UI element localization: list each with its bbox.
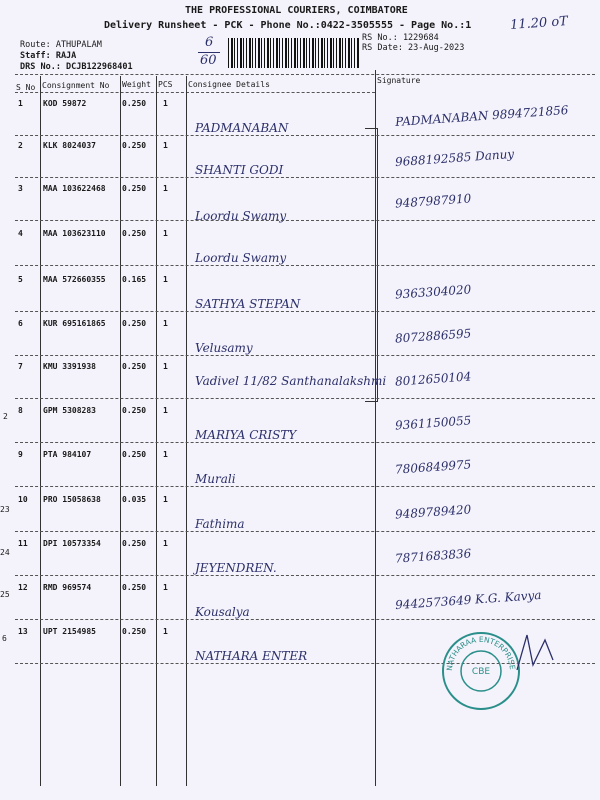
row-signature: 8012650104 (394, 369, 472, 389)
row-pcs: 1 (163, 495, 168, 504)
row-consignee-name: Kousalya (195, 605, 250, 619)
row-pcs: 1 (163, 275, 168, 284)
row-signature: PADMANABAN 9894721856 (394, 102, 569, 130)
row-consignment: KOD 59872 (43, 99, 87, 108)
row-sno: 7 (18, 362, 23, 371)
col-divider (40, 76, 41, 786)
svg-text:CBE: CBE (471, 667, 491, 677)
margin-number: 6 (2, 634, 7, 643)
row-divider (15, 311, 595, 312)
drs-number: DRS No.: DCJB122968401 (20, 62, 133, 72)
row-divider (15, 442, 595, 443)
row-weight: 0.250 (122, 362, 147, 371)
row-weight: 0.250 (122, 319, 147, 328)
barcode (228, 38, 360, 68)
row-signature: 9487987910 (394, 191, 472, 211)
row-consignment: PTA 984107 (43, 450, 92, 459)
row-consignee-name: Loordu Swamy (195, 209, 287, 223)
row-consignee-name: Vadivel 11/82 Santhanalakshmi (195, 374, 387, 388)
row-weight: 0.250 (122, 450, 147, 459)
row-sno: 5 (18, 275, 23, 284)
company-name: THE PROFESSIONAL COURIERS, COIMBATORE (185, 5, 408, 16)
row-signature: 9688192585 Danuy (394, 146, 515, 170)
row-weight: 0.250 (122, 99, 147, 108)
row-weight: 0.250 (122, 539, 147, 548)
row-consignee-name: SATHYA STEPAN (195, 297, 301, 311)
staff-label: Staff: RAJA (20, 51, 77, 61)
margin-number: 24 (0, 548, 10, 557)
row-sno: 13 (18, 627, 28, 636)
row-consignment: DPI 10573354 (43, 539, 101, 548)
row-pcs: 1 (163, 99, 168, 108)
row-weight: 0.250 (122, 184, 147, 193)
row-consignment: UPT 2154985 (43, 627, 96, 636)
route-label: Route: ATHUPALAM (20, 40, 102, 50)
row-weight: 0.165 (122, 275, 147, 284)
row-signature: 8072886595 (394, 326, 472, 346)
row-divider (15, 531, 595, 532)
row-sno: 6 (18, 319, 23, 328)
row-divider (15, 135, 595, 136)
margin-number: 2 (3, 412, 8, 421)
row-pcs: 1 (163, 362, 168, 371)
header-top-rule (15, 74, 595, 75)
row-consignment: GPM 5308283 (43, 406, 96, 415)
col-signature: Signature (377, 76, 421, 85)
row-signature: 7871683836 (394, 546, 472, 566)
row-divider (15, 177, 595, 178)
row-sno: 2 (18, 141, 23, 150)
row-consignee-name: Fathima (195, 517, 245, 531)
col-divider (120, 76, 121, 786)
row-divider (15, 355, 595, 356)
row-consignment: MAA 572660355 (43, 275, 106, 284)
row-consignee-name: Velusamy (195, 341, 253, 355)
row-consignee-name: JEYENDREN. (195, 561, 277, 575)
row-consignee-name: PADMANABAN (195, 121, 289, 135)
row-consignment: MAA 103623110 (43, 229, 106, 238)
row-pcs: 1 (163, 539, 168, 548)
row-consignment: KMU 3391938 (43, 362, 96, 371)
row-pcs: 1 (163, 450, 168, 459)
row-pcs: 1 (163, 229, 168, 238)
row-weight: 0.250 (122, 627, 147, 636)
row-divider (15, 619, 595, 620)
row-weight: 0.250 (122, 583, 147, 592)
row-sno: 8 (18, 406, 23, 415)
row-consignment: KUR 695161865 (43, 319, 106, 328)
row-consignment: KLK 8024037 (43, 141, 96, 150)
col-consignment: Consignment No (42, 81, 110, 90)
row-signature: 7806849975 (394, 457, 472, 477)
row-consignee-name: Loordu Swamy (195, 251, 287, 265)
row-pcs: 1 (163, 184, 168, 193)
handwritten-time: 11.20 oT (509, 14, 569, 33)
col-weight: Weight (122, 80, 151, 89)
rs-date: RS Date: 23-Aug-2023 (362, 43, 465, 53)
col-sno: S No (16, 83, 36, 92)
row-sno: 1 (18, 99, 23, 108)
row-divider (15, 265, 595, 266)
row-consignment: MAA 103622468 (43, 184, 106, 193)
runsheet-subtitle: Delivery Runsheet - PCK - Phone No.:0422-3505555 - Page No.:1 (104, 20, 472, 31)
signature-scribble (515, 630, 555, 690)
row-consignee-name: NATHARA ENTER (195, 649, 308, 663)
svg-text:NATHARAA ENTERPRISES: NATHARAA ENTERPRISE (444, 634, 518, 672)
row-weight: 0.250 (122, 406, 147, 415)
header-bottom-rule (15, 92, 375, 93)
row-signature: 9361150055 (394, 413, 472, 433)
col-divider (156, 76, 157, 786)
handwritten-count-top: 6 (205, 35, 214, 50)
row-consignment: PRO 15058638 (43, 495, 101, 504)
row-pcs: 1 (163, 406, 168, 415)
row-signature: 9363304020 (394, 282, 472, 302)
company-stamp (440, 630, 522, 712)
col-pcs: PCS (158, 80, 173, 89)
row-divider (15, 220, 595, 221)
col-consignee: Consignee Details (188, 80, 270, 89)
row-sno: 12 (18, 583, 28, 592)
row-sno: 11 (18, 539, 28, 548)
row-signature: 9442573649 K.G. Kavya (394, 587, 542, 613)
row-signature: 9489789420 (394, 502, 472, 522)
row-sno: 4 (18, 229, 23, 238)
rs-number: RS No.: 1229684 (362, 33, 439, 43)
row-weight: 0.250 (122, 229, 147, 238)
margin-number: 25 (0, 590, 10, 599)
col-divider (186, 76, 187, 786)
row-pcs: 1 (163, 319, 168, 328)
row-sno: 9 (18, 450, 23, 459)
row-divider (15, 486, 595, 487)
row-sno: 10 (18, 495, 28, 504)
row-pcs: 1 (163, 627, 168, 636)
row-pcs: 1 (163, 583, 168, 592)
row-weight: 0.250 (122, 141, 147, 150)
row-divider (15, 398, 595, 399)
row-consignee-name: MARIYA CRISTY (195, 428, 297, 442)
row-consignment: RMD 969574 (43, 583, 92, 592)
row-consignee-name: Murali (195, 472, 236, 486)
margin-number: 23 (0, 505, 10, 514)
row-pcs: 1 (163, 141, 168, 150)
row-weight: 0.035 (122, 495, 147, 504)
row-sno: 3 (18, 184, 23, 193)
row-consignee-name: SHANTI GODI (195, 163, 284, 177)
handwritten-count-bottom: 60 (200, 53, 217, 68)
row-divider (15, 575, 595, 576)
